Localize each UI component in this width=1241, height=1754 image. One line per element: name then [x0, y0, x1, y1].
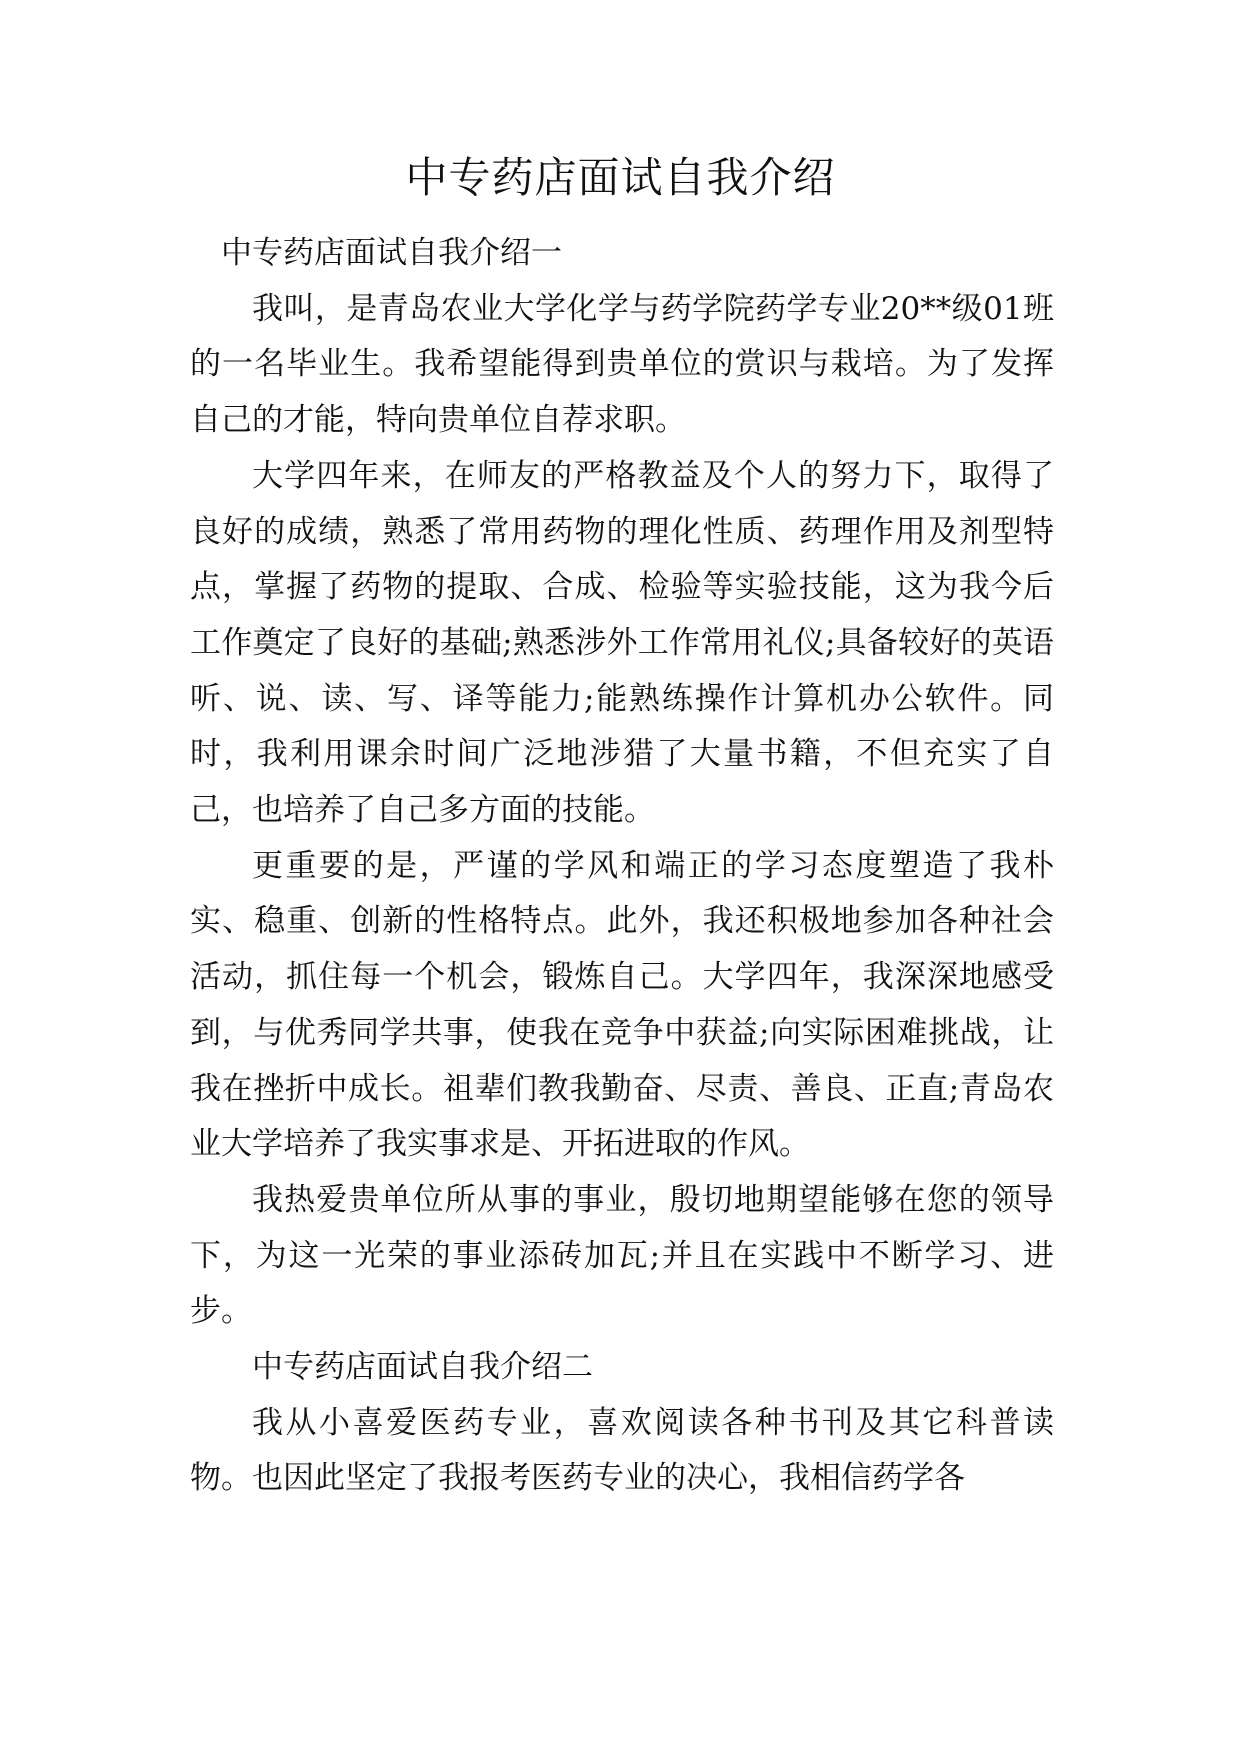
paragraph-2: 大学四年来，在师友的严格教益及个人的努力下，取得了良好的成绩，熟悉了常用药物的理化性质、药理作用及剂型特点，掌握了药物的提取、合成、检验等实验技能，这为我今后工作奠定了良好的基础;熟悉涉外工作常用礼仪;具备较好的英语听、说、读、写、译等能力;能熟练操作计算机办公软件。同时，我利用课余时间广泛地涉猎了大量书籍，不但充实了自己，也培养了自己多方面的技能。 [190, 457, 1054, 829]
document-title: 中专药店面试自我介绍 [405, 153, 836, 202]
section-heading-1: 中专药店面试自我介绍一 [221, 235, 562, 271]
paragraph-5: 我从小喜爱医药专业，喜欢阅读各种书刊及其它科普读物。也因此坚定了我报考医药专业的决心，我相信药学各 [190, 1404, 1054, 1497]
paragraph-1: 我叫，是青岛农业大学化学与药学院药学专业20**级01班的一名毕业生。我希望能得到贵单位的赏识与栽培。为了发挥自己的才能，特向贵单位自荐求职。 [190, 290, 1054, 439]
paragraph-3: 更重要的是，严谨的学风和端正的学习态度塑造了我朴实、稳重、创新的性格特点。此外，我还积极地参加各种社会活动，抓住每一个机会，锻炼自己。大学四年，我深深地感受到，与优秀同学共事，使我在竞争中获益;向实际困难挑战，让我在挫折中成长。祖辈们教我勤奋、尽责、善良、正直;青岛农业大学培养了我实事求是、开拓进取的作风。 [190, 847, 1054, 1163]
paragraph-4: 我热爱贵单位所从事的事业，殷切地期望能够在您的领导下，为这一光荣的事业添砖加瓦;并且在实践中不断学习、进步。 [190, 1181, 1054, 1330]
section-heading-2: 中专药店面试自我介绍二 [252, 1349, 593, 1386]
document-body [190, 226, 1054, 1507]
